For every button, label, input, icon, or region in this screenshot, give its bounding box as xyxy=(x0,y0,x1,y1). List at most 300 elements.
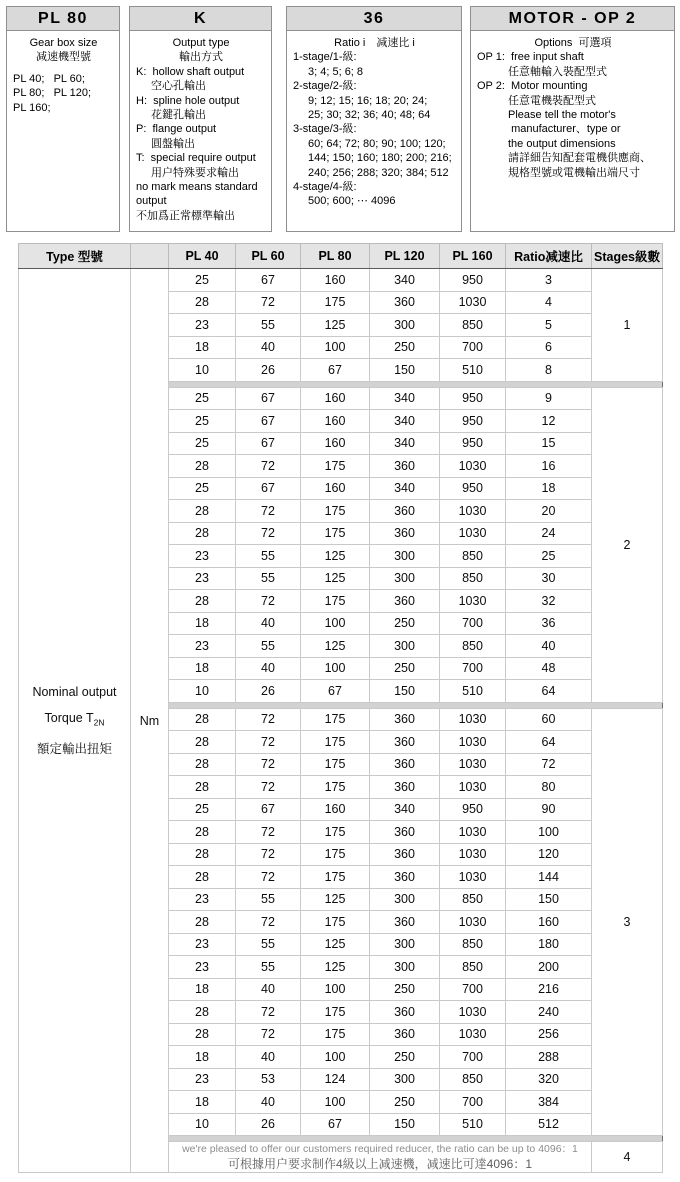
torque-cell: 850 xyxy=(440,1068,506,1091)
torque-cell: 55 xyxy=(236,635,301,658)
ratio-cell: 384 xyxy=(506,1091,592,1114)
torque-cell: 40 xyxy=(236,1046,301,1069)
box-line: 花鍵孔輸出 xyxy=(151,109,206,122)
torque-cell: 1030 xyxy=(440,590,506,613)
table-header-cell: PL 60 xyxy=(236,244,301,269)
torque-cell: 510 xyxy=(440,359,506,382)
type-label-cell xyxy=(19,269,131,1173)
torque-cell: 300 xyxy=(370,635,440,658)
ratio-cell: 12 xyxy=(506,410,592,433)
table-header-cell: Stages級數 xyxy=(592,244,663,269)
ratio-cell: 15 xyxy=(506,432,592,455)
ratio-cell: 48 xyxy=(506,657,592,680)
ratio-cell: 30 xyxy=(506,567,592,590)
model-box-body xyxy=(471,31,674,180)
ratio-cell: 100 xyxy=(506,821,592,844)
torque-cell: 1030 xyxy=(440,731,506,754)
torque-cell: 72 xyxy=(236,911,301,934)
box-line: K: hollow shaft output xyxy=(136,65,245,78)
box-line: 144; 150; 160; 180; 200; 216; xyxy=(308,152,452,165)
torque-cell: 1030 xyxy=(440,291,506,314)
ratio-cell: 320 xyxy=(506,1068,592,1091)
torque-cell: 125 xyxy=(301,314,370,337)
torque-cell: 160 xyxy=(301,410,370,433)
torque-cell: 950 xyxy=(440,410,506,433)
torque-cell: 67 xyxy=(236,477,301,500)
ratio-cell: 120 xyxy=(506,843,592,866)
ratio-cell: 6 xyxy=(506,336,592,359)
torque-cell: 100 xyxy=(301,1091,370,1114)
torque-cell: 950 xyxy=(440,269,506,292)
ratio-cell: 36 xyxy=(506,612,592,635)
table-body xyxy=(19,269,663,1173)
torque-cell: 950 xyxy=(440,798,506,821)
stage-cell: 3 xyxy=(592,708,663,1136)
torque-cell: 150 xyxy=(370,1113,440,1136)
torque-cell: 67 xyxy=(236,269,301,292)
torque-cell: 360 xyxy=(370,500,440,523)
torque-cell: 28 xyxy=(169,590,236,613)
torque-cell: 175 xyxy=(301,500,370,523)
note-text-zh: 可根據用户要求制作4級以上减速機，减速比可達4096：1 xyxy=(227,1157,533,1171)
torque-cell: 700 xyxy=(440,1091,506,1114)
box-line: PL 40; PL 60; xyxy=(13,72,85,85)
torque-cell: 100 xyxy=(301,612,370,635)
torque-cell: 160 xyxy=(301,387,370,410)
torque-cell: 250 xyxy=(370,1046,440,1069)
box-line: 4-stage/4-級: xyxy=(293,181,357,194)
torque-cell: 700 xyxy=(440,978,506,1001)
table-row xyxy=(19,269,663,292)
ratio-cell: 4 xyxy=(506,291,592,314)
torque-cell: 67 xyxy=(301,1113,370,1136)
torque-cell: 360 xyxy=(370,590,440,613)
torque-cell: 175 xyxy=(301,843,370,866)
torque-cell: 28 xyxy=(169,522,236,545)
label-torque-zh: 額定輸出扭矩 xyxy=(36,741,112,756)
torque-cell: 67 xyxy=(236,387,301,410)
torque-cell: 72 xyxy=(236,291,301,314)
torque-cell: 510 xyxy=(440,680,506,703)
torque-cell: 125 xyxy=(301,545,370,568)
ratio-cell: 25 xyxy=(506,545,592,568)
table-header-cell: PL 160 xyxy=(440,244,506,269)
torque-cell: 340 xyxy=(370,387,440,410)
box-line: 1-stage/1-級: xyxy=(293,51,357,64)
box-line: no mark means standard xyxy=(136,181,258,194)
model-box-body xyxy=(130,31,271,223)
torque-cell: 950 xyxy=(440,432,506,455)
torque-cell: 55 xyxy=(236,314,301,337)
torque-cell: 55 xyxy=(236,567,301,590)
torque-cell: 25 xyxy=(169,798,236,821)
torque-cell: 175 xyxy=(301,776,370,799)
torque-cell: 28 xyxy=(169,731,236,754)
label-torque-subscript: 2N xyxy=(93,717,105,728)
torque-cell: 850 xyxy=(440,567,506,590)
box-line: 60; 64; 72; 80; 90; 100; 120; xyxy=(308,137,446,150)
torque-cell: 300 xyxy=(370,314,440,337)
model-box-code: 36 xyxy=(287,7,461,31)
torque-cell: 23 xyxy=(169,635,236,658)
torque-cell: 160 xyxy=(301,269,370,292)
spec-table xyxy=(18,243,663,1173)
torque-cell: 1030 xyxy=(440,843,506,866)
torque-cell: 28 xyxy=(169,911,236,934)
torque-cell: 67 xyxy=(236,410,301,433)
model-box-body xyxy=(287,31,461,209)
model-box-code: PL 80 xyxy=(7,7,119,31)
ratio-cell: 180 xyxy=(506,933,592,956)
torque-cell: 300 xyxy=(370,545,440,568)
ratio-cell: 32 xyxy=(506,590,592,613)
torque-cell: 10 xyxy=(169,680,236,703)
ratio-cell: 72 xyxy=(506,753,592,776)
torque-cell: 72 xyxy=(236,522,301,545)
torque-cell: 125 xyxy=(301,567,370,590)
torque-cell: 850 xyxy=(440,314,506,337)
torque-cell: 175 xyxy=(301,590,370,613)
torque-cell: 25 xyxy=(169,269,236,292)
note-cell xyxy=(169,1142,592,1173)
torque-cell: 28 xyxy=(169,753,236,776)
torque-cell: 72 xyxy=(236,500,301,523)
torque-cell: 250 xyxy=(370,978,440,1001)
box-line: 規格型號或電機輸出端尺寸 xyxy=(508,166,640,179)
box-line: PL 80; PL 120; xyxy=(13,87,92,100)
torque-cell: 850 xyxy=(440,933,506,956)
torque-cell: 700 xyxy=(440,1046,506,1069)
stage-cell: 2 xyxy=(592,387,663,702)
box-line: 任意軸輸入裝配型式 xyxy=(508,65,607,78)
torque-cell: 175 xyxy=(301,455,370,478)
ratio-cell: 5 xyxy=(506,314,592,337)
torque-cell: 125 xyxy=(301,956,370,979)
ratio-cell: 64 xyxy=(506,731,592,754)
torque-cell: 23 xyxy=(169,567,236,590)
torque-cell: 23 xyxy=(169,956,236,979)
box-line: 不加爲正常標準輸出 xyxy=(136,209,235,222)
ratio-cell: 288 xyxy=(506,1046,592,1069)
torque-cell: 175 xyxy=(301,911,370,934)
box-line: Please tell the motor's xyxy=(508,109,616,122)
torque-cell: 850 xyxy=(440,635,506,658)
torque-cell: 1030 xyxy=(440,753,506,776)
ratio-cell: 24 xyxy=(506,522,592,545)
torque-cell: 40 xyxy=(236,612,301,635)
ratio-cell: 60 xyxy=(506,708,592,731)
torque-cell: 360 xyxy=(370,731,440,754)
torque-cell: 28 xyxy=(169,821,236,844)
torque-cell: 10 xyxy=(169,1113,236,1136)
torque-cell: 26 xyxy=(236,680,301,703)
torque-cell: 250 xyxy=(370,336,440,359)
torque-cell: 300 xyxy=(370,888,440,911)
torque-cell: 700 xyxy=(440,657,506,680)
torque-cell: 850 xyxy=(440,545,506,568)
model-box-gearbox-size xyxy=(6,6,120,232)
torque-cell: 1030 xyxy=(440,911,506,934)
torque-cell: 25 xyxy=(169,477,236,500)
model-box-code: K xyxy=(130,7,271,31)
torque-cell: 18 xyxy=(169,336,236,359)
box-line: 用户特殊要求輸出 xyxy=(151,166,239,179)
table-header-cell: Type 型號 xyxy=(19,244,131,269)
torque-cell: 1030 xyxy=(440,522,506,545)
ratio-cell: 18 xyxy=(506,477,592,500)
box-line: 請詳細告知配套電機供應商、 xyxy=(508,152,651,165)
torque-cell: 72 xyxy=(236,753,301,776)
torque-cell: 175 xyxy=(301,1023,370,1046)
box-line: PL 160; xyxy=(13,101,51,114)
torque-cell: 360 xyxy=(370,866,440,889)
torque-cell: 300 xyxy=(370,956,440,979)
torque-cell: 18 xyxy=(169,612,236,635)
torque-cell: 28 xyxy=(169,1001,236,1024)
torque-cell: 340 xyxy=(370,269,440,292)
torque-cell: 1030 xyxy=(440,708,506,731)
spec-table-wrapper xyxy=(18,243,663,1173)
torque-cell: 40 xyxy=(236,336,301,359)
model-box-output-type xyxy=(129,6,272,232)
torque-cell: 100 xyxy=(301,1046,370,1069)
ratio-cell: 9 xyxy=(506,387,592,410)
torque-cell: 360 xyxy=(370,1023,440,1046)
label-torque-prefix: Torque T xyxy=(44,711,94,726)
torque-cell: 25 xyxy=(169,432,236,455)
torque-cell: 1030 xyxy=(440,866,506,889)
torque-cell: 23 xyxy=(169,888,236,911)
torque-cell: 53 xyxy=(236,1068,301,1091)
torque-cell: 23 xyxy=(169,314,236,337)
torque-cell: 72 xyxy=(236,776,301,799)
box-line: T: special require output xyxy=(136,152,256,165)
torque-cell: 100 xyxy=(301,336,370,359)
torque-cell: 28 xyxy=(169,843,236,866)
table-head xyxy=(19,244,663,269)
torque-cell: 340 xyxy=(370,432,440,455)
torque-cell: 340 xyxy=(370,477,440,500)
ratio-cell: 64 xyxy=(506,680,592,703)
box-line: 3-stage/3-級: xyxy=(293,123,357,136)
box-line: 2-stage/2-級: xyxy=(293,80,357,93)
torque-cell: 26 xyxy=(236,1113,301,1136)
box-line: OP 1: free input shaft xyxy=(477,51,584,64)
torque-cell: 850 xyxy=(440,888,506,911)
ratio-cell: 160 xyxy=(506,911,592,934)
unit-cell: Nm xyxy=(131,269,169,1173)
note-text-en: we're pleased to offer our customers required reducer, the ratio can be up to 4096：1 xyxy=(182,1143,578,1155)
box-line: manufacturer、type or xyxy=(508,123,621,136)
torque-cell: 360 xyxy=(370,911,440,934)
torque-cell: 125 xyxy=(301,635,370,658)
torque-cell: 72 xyxy=(236,866,301,889)
torque-cell: 300 xyxy=(370,1068,440,1091)
torque-cell: 160 xyxy=(301,432,370,455)
box-line: 减速機型號 xyxy=(36,51,91,64)
ratio-cell: 256 xyxy=(506,1023,592,1046)
torque-cell: 67 xyxy=(236,432,301,455)
torque-cell: 175 xyxy=(301,866,370,889)
ratio-cell: 200 xyxy=(506,956,592,979)
box-line: 任意電機裝配型式 xyxy=(508,94,596,107)
torque-cell: 55 xyxy=(236,545,301,568)
torque-cell: 40 xyxy=(236,1091,301,1114)
torque-cell: 150 xyxy=(370,680,440,703)
torque-cell: 18 xyxy=(169,978,236,1001)
ratio-cell: 20 xyxy=(506,500,592,523)
box-line: Options 可選項 xyxy=(534,37,612,49)
box-line: the output dimensions xyxy=(508,137,616,150)
torque-cell: 100 xyxy=(301,657,370,680)
torque-cell: 28 xyxy=(169,455,236,478)
ratio-cell: 216 xyxy=(506,978,592,1001)
box-line: 圓盤輸出 xyxy=(151,137,195,150)
torque-cell: 28 xyxy=(169,291,236,314)
torque-cell: 72 xyxy=(236,590,301,613)
ratio-cell: 144 xyxy=(506,866,592,889)
torque-cell: 1030 xyxy=(440,500,506,523)
torque-cell: 850 xyxy=(440,956,506,979)
model-box-ratio xyxy=(286,6,462,232)
torque-cell: 125 xyxy=(301,933,370,956)
torque-cell: 175 xyxy=(301,731,370,754)
torque-cell: 18 xyxy=(169,1046,236,1069)
torque-cell: 125 xyxy=(301,888,370,911)
torque-cell: 67 xyxy=(301,680,370,703)
ratio-cell: 90 xyxy=(506,798,592,821)
torque-cell: 360 xyxy=(370,522,440,545)
ratio-cell: 150 xyxy=(506,888,592,911)
box-line: H: spline hole output xyxy=(136,94,240,107)
torque-cell: 175 xyxy=(301,821,370,844)
torque-cell: 340 xyxy=(370,798,440,821)
torque-cell: 175 xyxy=(301,291,370,314)
box-line: output xyxy=(136,195,167,208)
torque-cell: 72 xyxy=(236,731,301,754)
stage-cell: 1 xyxy=(592,269,663,382)
box-line: 3; 4; 5; 6; 8 xyxy=(308,65,364,78)
torque-cell: 340 xyxy=(370,410,440,433)
ratio-cell: 8 xyxy=(506,359,592,382)
model-box-body xyxy=(7,31,119,115)
torque-cell: 23 xyxy=(169,933,236,956)
torque-cell: 360 xyxy=(370,291,440,314)
torque-cell: 175 xyxy=(301,753,370,776)
torque-cell: 175 xyxy=(301,1001,370,1024)
torque-cell: 28 xyxy=(169,708,236,731)
torque-cell: 40 xyxy=(236,978,301,1001)
torque-cell: 160 xyxy=(301,477,370,500)
torque-cell: 360 xyxy=(370,708,440,731)
table-header-cell: PL 40 xyxy=(169,244,236,269)
torque-cell: 72 xyxy=(236,843,301,866)
box-line: 空心孔輸出 xyxy=(151,80,206,93)
torque-cell: 26 xyxy=(236,359,301,382)
torque-cell: 23 xyxy=(169,1068,236,1091)
ratio-cell: 40 xyxy=(506,635,592,658)
torque-cell: 67 xyxy=(301,359,370,382)
torque-cell: 160 xyxy=(301,798,370,821)
torque-cell: 25 xyxy=(169,387,236,410)
torque-cell: 250 xyxy=(370,657,440,680)
torque-cell: 175 xyxy=(301,708,370,731)
torque-cell: 25 xyxy=(169,410,236,433)
table-header-cell: PL 80 xyxy=(301,244,370,269)
box-line: Gear box size xyxy=(29,37,98,49)
stage-cell: 4 xyxy=(592,1142,663,1173)
torque-cell: 100 xyxy=(301,978,370,1001)
box-line: OP 2: Motor mounting xyxy=(477,80,588,93)
table-header-row xyxy=(19,244,663,269)
box-line: Ratio i 减速比 i xyxy=(334,37,415,49)
torque-cell: 360 xyxy=(370,821,440,844)
torque-cell: 40 xyxy=(236,657,301,680)
table-header-cell-empty xyxy=(131,244,169,269)
torque-cell: 18 xyxy=(169,1091,236,1114)
torque-cell: 72 xyxy=(236,821,301,844)
table-header-cell: PL 120 xyxy=(370,244,440,269)
torque-cell: 360 xyxy=(370,455,440,478)
torque-cell: 10 xyxy=(169,359,236,382)
torque-cell: 510 xyxy=(440,1113,506,1136)
box-line: 240; 256; 288; 320; 384; 512 xyxy=(308,166,449,179)
label-torque xyxy=(19,705,130,736)
ratio-cell: 512 xyxy=(506,1113,592,1136)
torque-cell: 360 xyxy=(370,776,440,799)
box-line: 25; 30; 32; 36; 40; 48; 64 xyxy=(308,109,431,122)
torque-cell: 950 xyxy=(440,387,506,410)
torque-cell: 1030 xyxy=(440,455,506,478)
ratio-cell: 80 xyxy=(506,776,592,799)
ratio-cell: 3 xyxy=(506,269,592,292)
torque-cell: 250 xyxy=(370,1091,440,1114)
torque-cell: 1030 xyxy=(440,776,506,799)
torque-cell: 28 xyxy=(169,1023,236,1046)
box-line: 9; 12; 15; 16; 18; 20; 24; xyxy=(308,94,428,107)
ratio-cell: 16 xyxy=(506,455,592,478)
torque-cell: 1030 xyxy=(440,1001,506,1024)
torque-cell: 28 xyxy=(169,776,236,799)
torque-cell: 360 xyxy=(370,753,440,776)
torque-cell: 124 xyxy=(301,1068,370,1091)
torque-cell: 72 xyxy=(236,1001,301,1024)
torque-cell: 150 xyxy=(370,359,440,382)
ratio-cell: 240 xyxy=(506,1001,592,1024)
torque-cell: 175 xyxy=(301,522,370,545)
torque-cell: 360 xyxy=(370,843,440,866)
torque-cell: 72 xyxy=(236,708,301,731)
torque-cell: 18 xyxy=(169,657,236,680)
torque-cell: 700 xyxy=(440,336,506,359)
torque-cell: 700 xyxy=(440,612,506,635)
box-line: Output type xyxy=(172,37,230,49)
torque-cell: 1030 xyxy=(440,821,506,844)
torque-cell: 72 xyxy=(236,1023,301,1046)
torque-cell: 1030 xyxy=(440,1023,506,1046)
torque-cell: 55 xyxy=(236,956,301,979)
torque-cell: 360 xyxy=(370,1001,440,1024)
box-line: 500; 600; ⋯ 4096 xyxy=(308,195,396,208)
model-box-options xyxy=(470,6,675,232)
box-line: P: flange output xyxy=(136,123,217,136)
torque-cell: 300 xyxy=(370,933,440,956)
torque-cell: 300 xyxy=(370,567,440,590)
torque-cell: 55 xyxy=(236,933,301,956)
torque-cell: 950 xyxy=(440,477,506,500)
torque-cell: 28 xyxy=(169,500,236,523)
torque-cell: 28 xyxy=(169,866,236,889)
